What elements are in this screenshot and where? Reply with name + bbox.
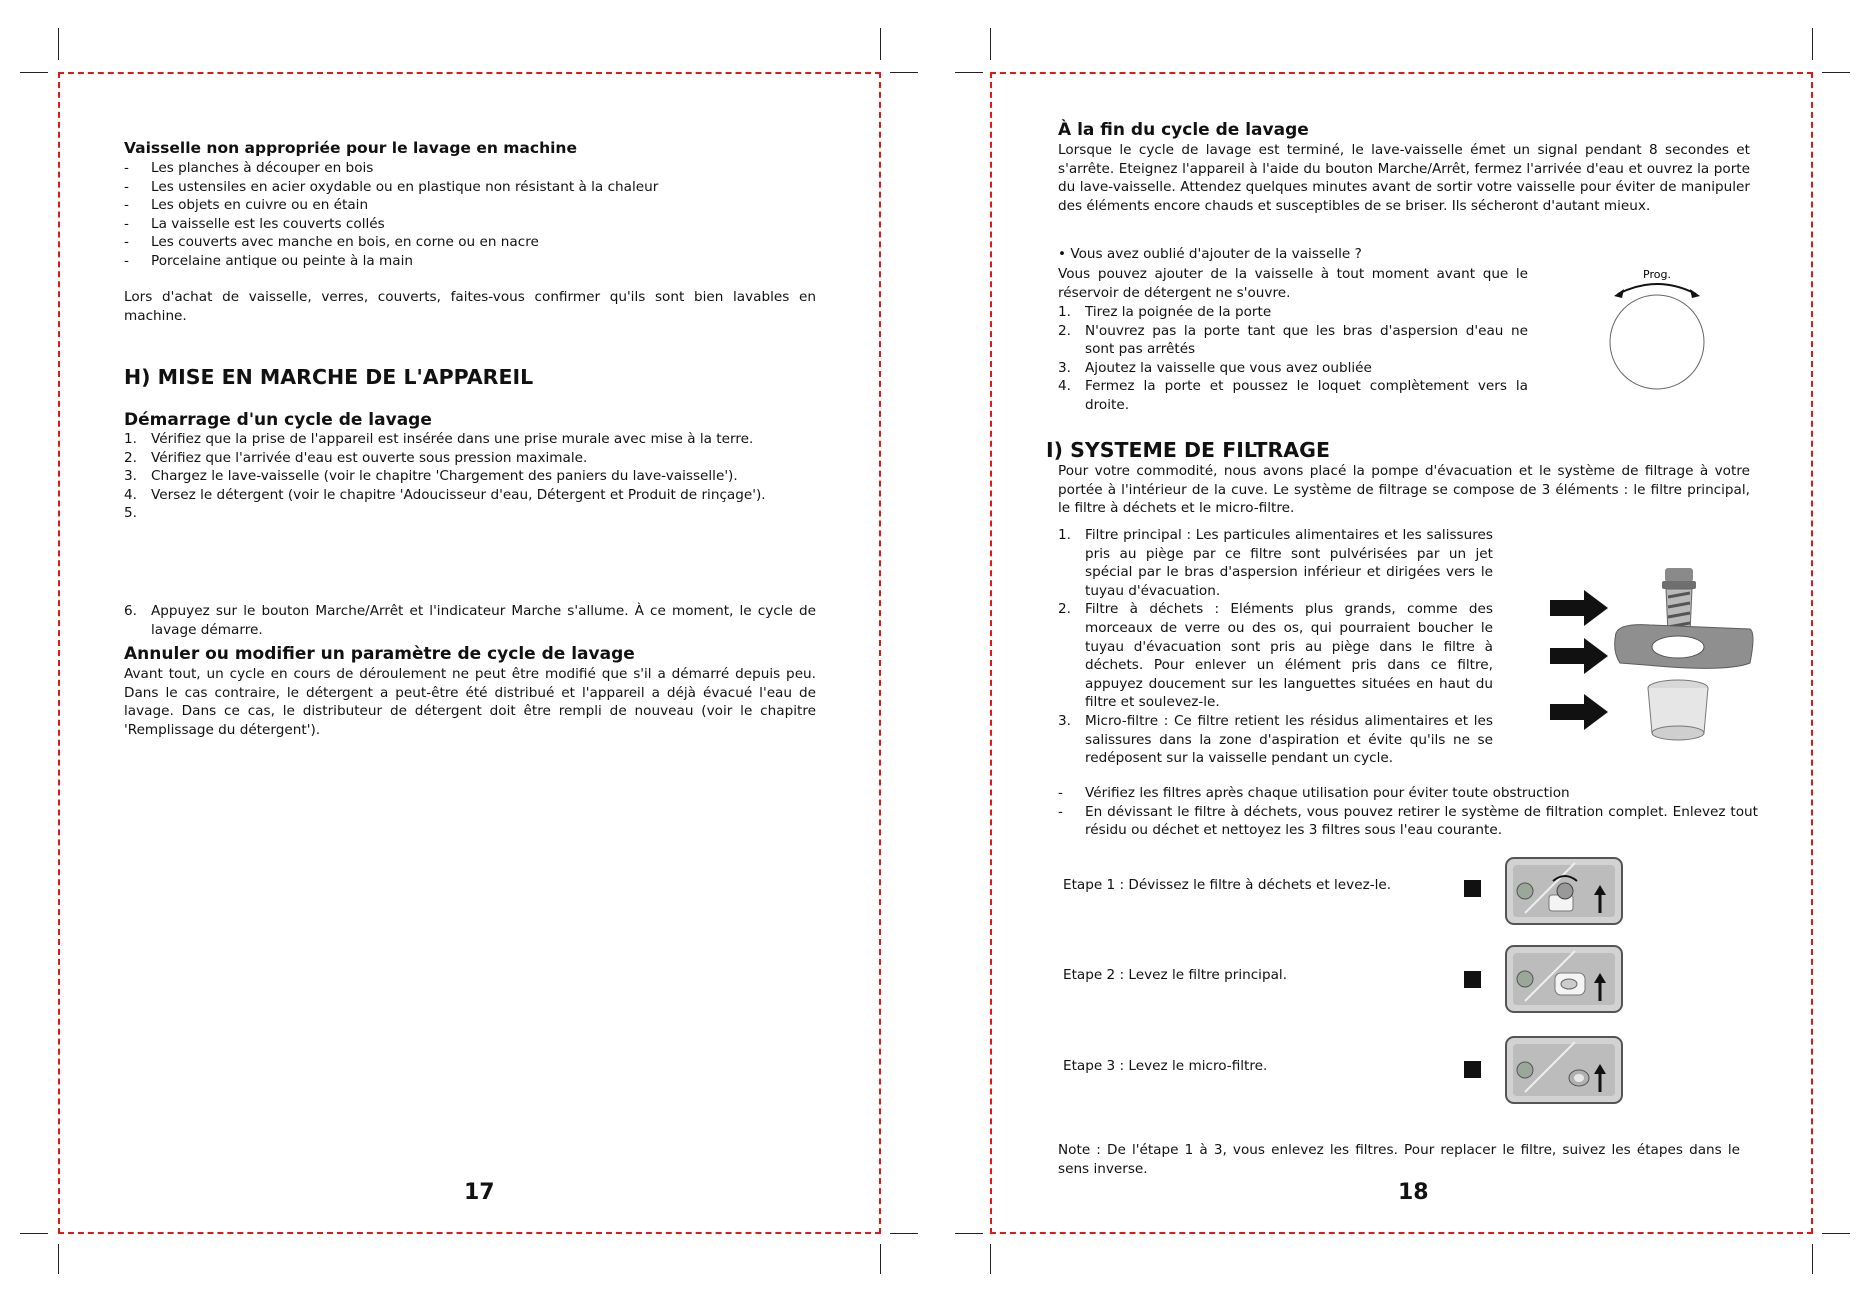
step-marker-square [1464,1061,1481,1078]
crop-mark [890,1233,918,1234]
unsuitable-heading: Vaisselle non appropriée pour le lavage en machine [124,139,577,157]
list-item: - En dévissant le filtre à déchets, vous pouvez retirer le système de filtration complet. Enlevez tout résidu ou déchet et nettoyez les 3 filtres sous l'eau courante. [1058,803,1758,839]
list-item: 1. Filtre principal : Les particules alimentaires et les salissures pris au piège par ce filtre sont pulvérisées par un jet spécial par le bras d'aspersion inférieur et dirigées vers le tuyau d'évacuation. [1058,527,1493,599]
crop-mark [20,1233,48,1234]
list-item: 2. N'ouvrez pas la porte tant que les bras d'aspersion d'eau ne sont pas arrêtés [1058,322,1528,358]
crop-mark [990,1244,991,1274]
forgot-title: • Vous avez oublié d'ajouter de la vaisselle ? [1058,246,1362,262]
step-3-text: Etape 3 : Levez le micro-filtre. [1063,1058,1268,1074]
list-item: 2. Vérifiez que l'arrivée d'eau est ouverte sous pression maximale. [124,449,588,466]
list-item: - Les planches à découper en bois [124,160,374,176]
arrow-right-icon [1550,636,1610,676]
end-text: Lorsque le cycle de lavage est terminé, le lave-vaisselle émet un signal pendant 8 secondes et s'arrête. Eteignez l'appareil à l'aide du bouton Marche/Arrêt, fermez l'arrivée d'eau et ouvrez la porte du lave-vaisselle. Attendez quelques minutes avant de sortir votre vaisselle pour éviter de manipuler des éléments encore chauds et susceptibles de se briser. Ils sécheront d'autant mieux. [1058,142,1750,214]
page-number-17: 17 [464,1180,495,1205]
list-item: - La vaisselle est les couverts collés [124,215,385,232]
note-text: Note : De l'étape 1 à 3, vous enlevez les filtres. Pour replacer le filtre, suivez les étapes dans le sens inverse. [1058,1142,1740,1177]
list-item: - Les objets en cuivre ou en étain [124,197,369,214]
forgot-steps [1058,303,1528,415]
crop-mark [1822,72,1850,73]
list-item: 1. Vérifiez que la prise de l'appareil est insérée dans une prise murale avec mise à la terre. [124,431,754,447]
list-item: 4. Fermez la porte et poussez le loquet complètement vers la droite. [1058,378,1528,413]
prog-dial-illustration [1600,262,1715,392]
filter-system-illustration [1610,563,1760,753]
arrowhead-right-icon [1690,289,1700,298]
filter-items [1058,526,1493,768]
dial-circle [1610,295,1704,389]
crop-mark [880,1244,881,1274]
page-number-18: 18 [1398,1180,1429,1205]
unsuitable-list [124,159,824,271]
arrow-right-icon [1550,692,1610,732]
list-item: - Vérifiez les filtres après chaque utilisation pour éviter toute obstruction [1058,785,1570,801]
step-1-illustration [1505,857,1623,925]
start-step-6 [124,602,816,639]
purchase-note: Lors d'achat de vaisselle, verres, couverts, faites-vous confirmer qu'ils sont bien lavables en machine. [124,289,816,324]
filter-intro: Pour votre commodité, nous avons placé la pompe d'évacuation et le système de filtrage à votre portée à l'intérieur de la cuve. Le système de filtrage se compose de 3 éléments : le filtre principal, le filtre à déchets et le micro-filtre. [1058,463,1750,517]
list-item: - Les ustensiles en acier oxydable ou en plastique non résistant à la chaleur [124,178,659,195]
filter-tips [1058,784,1758,840]
cancel-text: Avant tout, un cycle en cours de déroulement ne peut être modifié que s'il a démarré depuis peu. Dans le cas contraire, le détergent a peut-être été distribué et l'appareil a déjà évacué l'eau de lavage. Dans ce cas, le distributeur de détergent doit être rempli de nouveau (voir le chapitre 'Remplissage du détergent'). [124,666,816,738]
start-steps: 1. Vérifiez que la prise de l'appareil est insérée dans une prise murale avec mise à la terre. 2. Vérifiez que l'arrivée d'eau est ouverte sous pression maximale. 3. Chargez le lave-vaisselle (voir le chapitre 'Chargement des paniers du lave-vaisselle'). 4. Versez le détergent (voir le chapitre 'Adoucisseur d'eau, Détergent et Produit de rinçage'). 5. [124,430,816,504]
step-1-text: Etape 1 : Dévissez le filtre à déchets et levez-le. [1063,877,1392,893]
list-item: 2. Filtre à déchets : Eléments plus grands, comme des morceaux de verre ou des os, qui pourraient boucher le tuyau d'évacuation sont pris au piège dans le filtre à déchets. Pour enlever un élément pris dans ce filtre, appuyez doucement sur les languettes situées en haut du filtre et soulevez-le. [1058,601,1493,711]
crop-mark [955,1233,983,1234]
start-heading: Démarrage d'un cycle de lavage [124,410,432,430]
crop-mark [1812,28,1813,60]
end-heading: À la fin du cycle de lavage [1058,120,1309,140]
rotate-arrow-icon [1618,284,1696,294]
section-title-i: I) SYSTEME DE FILTRAGE [1046,438,1330,462]
list-item: - Porcelaine antique ou peinte à la main [124,252,414,269]
step-3-illustration [1505,1036,1623,1104]
cancel-heading: Annuler ou modifier un paramètre de cycle de lavage [124,644,635,664]
crop-mark [890,72,918,73]
list-item: 6. Appuyez sur le bouton Marche/Arrêt et l'indicateur Marche s'allume. À ce moment, le cycle de lavage démarre. [124,603,816,638]
crop-mark [58,1244,59,1274]
crop-mark [58,28,59,60]
list-item: 3. Chargez le lave-vaisselle (voir le chapitre 'Chargement des paniers du lave-vaisselle'). [124,468,738,485]
list-item: 3. Micro-filtre : Ce filtre retient les résidus alimentaires et les salissures dans la zone d'aspiration et évite qu'ils ne se redéposent sur la vaisselle pendant un cycle. [1058,712,1493,767]
prog-label: Prog. [1643,268,1671,281]
arrow-right-icon [1550,588,1610,628]
crop-mark [880,28,881,60]
crop-mark [955,72,983,73]
step-marker-square [1464,971,1481,988]
crop-mark [990,28,991,60]
section-title-h: H) MISE EN MARCHE DE L'APPAREIL [124,365,534,389]
forgot-intro: Vous pouvez ajouter de la vaisselle à tout moment avant que le réservoir de détergent ne s'ouvre. [1058,266,1528,301]
crop-mark [1812,1244,1813,1274]
list-item: 3. Ajoutez la vaisselle que vous avez oubliée [1058,359,1372,376]
step-marker-square [1464,880,1481,897]
list-item: 4. Versez le détergent (voir le chapitre 'Adoucisseur d'eau, Détergent et Produit de rinçage'). [124,486,766,503]
list-item: 1. Tirez la poignée de la porte [1058,304,1272,320]
step-2-illustration [1505,945,1623,1013]
list-item: - Les couverts avec manche en bois, en corne ou en nacre [124,234,539,251]
arrowhead-left-icon [1614,289,1624,298]
step-2-text: Etape 2 : Levez le filtre principal. [1063,967,1288,983]
crop-mark [20,72,48,73]
crop-mark [1822,1233,1850,1234]
